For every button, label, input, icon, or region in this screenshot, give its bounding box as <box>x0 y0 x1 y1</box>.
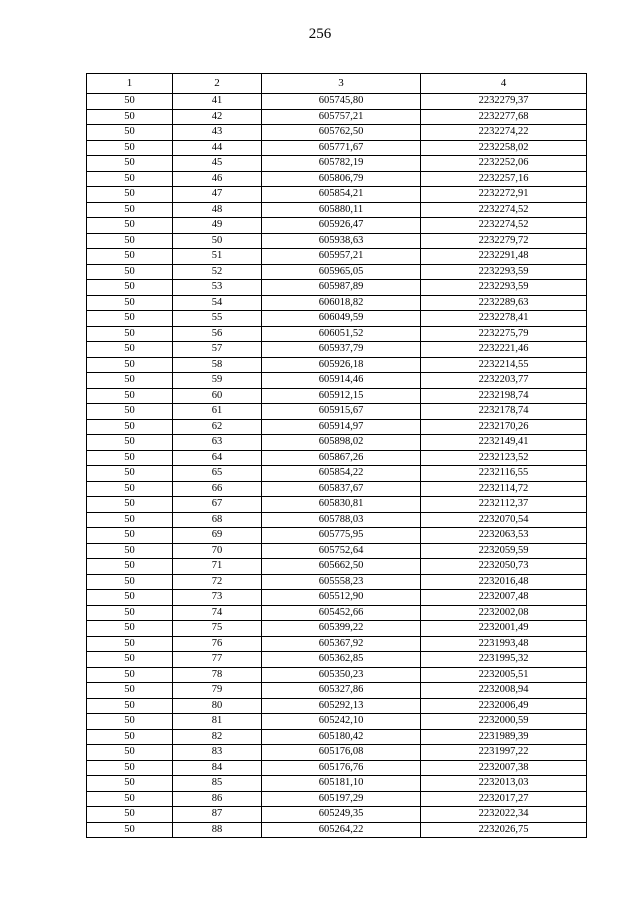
table-cell: 41 <box>173 94 262 110</box>
table-cell: 58 <box>173 357 262 373</box>
coordinates-table <box>86 73 587 838</box>
table-cell: 2232017,27 <box>421 791 587 807</box>
table-cell: 2232001,49 <box>421 621 587 637</box>
table-row <box>87 94 587 110</box>
column-header: 4 <box>421 74 587 94</box>
table-cell: 2232293,59 <box>421 280 587 296</box>
table-cell: 86 <box>173 791 262 807</box>
table-cell: 605965,05 <box>262 264 421 280</box>
table-row <box>87 450 587 466</box>
table-cell: 2232007,48 <box>421 590 587 606</box>
table-cell: 50 <box>87 125 173 141</box>
table-cell: 79 <box>173 683 262 699</box>
table-row <box>87 295 587 311</box>
table-cell: 2232026,75 <box>421 822 587 838</box>
table-cell: 88 <box>173 822 262 838</box>
table-cell: 2232170,26 <box>421 419 587 435</box>
table-cell: 50 <box>87 543 173 559</box>
table-row <box>87 404 587 420</box>
table-row <box>87 590 587 606</box>
table-cell: 2232274,22 <box>421 125 587 141</box>
table-cell: 50 <box>87 745 173 761</box>
table-cell: 2232279,37 <box>421 94 587 110</box>
table-cell: 50 <box>87 171 173 187</box>
table-cell: 605745,80 <box>262 94 421 110</box>
table-row <box>87 125 587 141</box>
table-cell: 605912,15 <box>262 388 421 404</box>
table-cell: 605292,13 <box>262 698 421 714</box>
table-cell: 65 <box>173 466 262 482</box>
table-cell: 60 <box>173 388 262 404</box>
table-cell: 63 <box>173 435 262 451</box>
table-row <box>87 357 587 373</box>
table-cell: 50 <box>87 683 173 699</box>
table-cell: 50 <box>87 667 173 683</box>
table-cell: 57 <box>173 342 262 358</box>
table-cell: 50 <box>87 295 173 311</box>
table-cell: 50 <box>87 698 173 714</box>
table-cell: 54 <box>173 295 262 311</box>
table-cell: 2232116,55 <box>421 466 587 482</box>
table-row <box>87 636 587 652</box>
table-row <box>87 807 587 823</box>
table-cell: 2232258,02 <box>421 140 587 156</box>
table-row <box>87 109 587 125</box>
table-cell: 605180,42 <box>262 729 421 745</box>
table-cell: 2232252,06 <box>421 156 587 172</box>
table-cell: 50 <box>87 342 173 358</box>
table-cell: 2232279,72 <box>421 233 587 249</box>
table-row <box>87 512 587 528</box>
table-cell: 2231997,22 <box>421 745 587 761</box>
table-cell: 2232070,54 <box>421 512 587 528</box>
table-cell: 61 <box>173 404 262 420</box>
table-cell: 2231993,48 <box>421 636 587 652</box>
table-cell: 2232257,16 <box>421 171 587 187</box>
table-cell: 605757,21 <box>262 109 421 125</box>
table-cell: 64 <box>173 450 262 466</box>
table-cell: 2232149,41 <box>421 435 587 451</box>
table-cell: 2232274,52 <box>421 202 587 218</box>
table-body <box>87 94 587 838</box>
table-cell: 605512,90 <box>262 590 421 606</box>
table-cell: 50 <box>87 652 173 668</box>
table-cell: 2231995,32 <box>421 652 587 668</box>
table-cell: 605752,64 <box>262 543 421 559</box>
table-cell: 67 <box>173 497 262 513</box>
table-row <box>87 388 587 404</box>
table-cell: 605327,86 <box>262 683 421 699</box>
column-header: 1 <box>87 74 173 94</box>
table-cell: 605867,26 <box>262 450 421 466</box>
table-cell: 50 <box>87 714 173 730</box>
table-cell: 75 <box>173 621 262 637</box>
table-cell: 605806,79 <box>262 171 421 187</box>
table-cell: 51 <box>173 249 262 265</box>
table-cell: 74 <box>173 605 262 621</box>
table-cell: 2232022,34 <box>421 807 587 823</box>
table-cell: 2232221,46 <box>421 342 587 358</box>
table-cell: 2232007,38 <box>421 760 587 776</box>
table-cell: 50 <box>87 636 173 652</box>
table-cell: 87 <box>173 807 262 823</box>
table-row <box>87 791 587 807</box>
table-cell: 2232016,48 <box>421 574 587 590</box>
table-cell: 44 <box>173 140 262 156</box>
table-cell: 605762,50 <box>262 125 421 141</box>
table-cell: 605771,67 <box>262 140 421 156</box>
table-cell: 50 <box>87 574 173 590</box>
table-cell: 606051,52 <box>262 326 421 342</box>
table-row <box>87 714 587 730</box>
table-row <box>87 373 587 389</box>
table-cell: 605181,10 <box>262 776 421 792</box>
table-cell: 605926,47 <box>262 218 421 234</box>
table-cell: 50 <box>87 729 173 745</box>
table-cell: 2232198,74 <box>421 388 587 404</box>
table-cell: 49 <box>173 218 262 234</box>
table-cell: 2232123,52 <box>421 450 587 466</box>
table-cell: 50 <box>87 187 173 203</box>
table-cell: 605837,67 <box>262 481 421 497</box>
table-cell: 605176,08 <box>262 745 421 761</box>
table-cell: 50 <box>87 357 173 373</box>
table-cell: 2232005,51 <box>421 667 587 683</box>
table-cell: 50 <box>87 776 173 792</box>
table-cell: 42 <box>173 109 262 125</box>
table-row <box>87 776 587 792</box>
table-cell: 605880,11 <box>262 202 421 218</box>
table-row <box>87 264 587 280</box>
table-row <box>87 466 587 482</box>
table-cell: 77 <box>173 652 262 668</box>
table-cell: 605926,18 <box>262 357 421 373</box>
table-cell: 50 <box>87 156 173 172</box>
table-cell: 605242,10 <box>262 714 421 730</box>
table-cell: 50 <box>87 621 173 637</box>
table-row <box>87 574 587 590</box>
table-cell: 605452,66 <box>262 605 421 621</box>
table-cell: 43 <box>173 125 262 141</box>
table-row <box>87 187 587 203</box>
table-cell: 50 <box>87 481 173 497</box>
table-cell: 605987,89 <box>262 280 421 296</box>
table-cell: 85 <box>173 776 262 792</box>
column-header: 2 <box>173 74 262 94</box>
table-cell: 2232293,59 <box>421 264 587 280</box>
table-cell: 50 <box>87 388 173 404</box>
table-cell: 605854,22 <box>262 466 421 482</box>
table-cell: 605362,85 <box>262 652 421 668</box>
table-row <box>87 311 587 327</box>
table-row <box>87 233 587 249</box>
table-row <box>87 652 587 668</box>
table-cell: 50 <box>87 435 173 451</box>
table-cell: 2232272,91 <box>421 187 587 203</box>
table-cell: 2232274,52 <box>421 218 587 234</box>
table-cell: 73 <box>173 590 262 606</box>
table-cell: 50 <box>87 264 173 280</box>
table-cell: 47 <box>173 187 262 203</box>
table-cell: 50 <box>87 807 173 823</box>
table-cell: 45 <box>173 156 262 172</box>
table-cell: 50 <box>87 450 173 466</box>
table-cell: 52 <box>173 264 262 280</box>
table-cell: 50 <box>87 280 173 296</box>
table-cell: 605937,79 <box>262 342 421 358</box>
table-row <box>87 683 587 699</box>
table-row <box>87 760 587 776</box>
table-cell: 606018,82 <box>262 295 421 311</box>
table-cell: 2232278,41 <box>421 311 587 327</box>
table-cell: 50 <box>87 528 173 544</box>
table-cell: 605197,29 <box>262 791 421 807</box>
table-cell: 2232063,53 <box>421 528 587 544</box>
table-cell: 2232203,77 <box>421 373 587 389</box>
table-cell: 605249,35 <box>262 807 421 823</box>
table-cell: 50 <box>173 233 262 249</box>
table-cell: 2232008,94 <box>421 683 587 699</box>
table-row <box>87 667 587 683</box>
table-cell: 605782,19 <box>262 156 421 172</box>
page-number: 256 <box>308 26 332 42</box>
table-cell: 50 <box>87 590 173 606</box>
header-row <box>87 74 587 94</box>
table-cell: 2232002,08 <box>421 605 587 621</box>
table-cell: 50 <box>87 760 173 776</box>
table-cell: 50 <box>87 512 173 528</box>
table-cell: 2232289,63 <box>421 295 587 311</box>
table-cell: 605788,03 <box>262 512 421 528</box>
table-cell: 66 <box>173 481 262 497</box>
table-cell: 2232006,49 <box>421 698 587 714</box>
table-cell: 68 <box>173 512 262 528</box>
table-cell: 50 <box>87 605 173 621</box>
table-cell: 50 <box>87 466 173 482</box>
table-row <box>87 621 587 637</box>
table-cell: 2232112,37 <box>421 497 587 513</box>
table-row <box>87 729 587 745</box>
table-row <box>87 605 587 621</box>
table-cell: 56 <box>173 326 262 342</box>
table-row <box>87 249 587 265</box>
table-cell: 605915,67 <box>262 404 421 420</box>
table-cell: 80 <box>173 698 262 714</box>
table-cell: 50 <box>87 419 173 435</box>
table-row <box>87 497 587 513</box>
table-row <box>87 342 587 358</box>
table-row <box>87 140 587 156</box>
table-cell: 2232214,55 <box>421 357 587 373</box>
table-cell: 605914,46 <box>262 373 421 389</box>
table-cell: 605914,97 <box>262 419 421 435</box>
table-cell: 2232114,72 <box>421 481 587 497</box>
table-cell: 605367,92 <box>262 636 421 652</box>
table-row <box>87 435 587 451</box>
table-cell: 53 <box>173 280 262 296</box>
table-cell: 59 <box>173 373 262 389</box>
table-cell: 50 <box>87 373 173 389</box>
table-row <box>87 698 587 714</box>
table-cell: 83 <box>173 745 262 761</box>
table-cell: 72 <box>173 574 262 590</box>
table-cell: 2232277,68 <box>421 109 587 125</box>
table-cell: 50 <box>87 404 173 420</box>
table-cell: 50 <box>87 311 173 327</box>
table-cell: 2232178,74 <box>421 404 587 420</box>
table-row <box>87 202 587 218</box>
column-header: 3 <box>262 74 421 94</box>
table-row <box>87 218 587 234</box>
table-row <box>87 280 587 296</box>
table-cell: 71 <box>173 559 262 575</box>
table-cell: 50 <box>87 140 173 156</box>
table-row <box>87 822 587 838</box>
table-cell: 2232059,59 <box>421 543 587 559</box>
table-row <box>87 326 587 342</box>
table-cell: 605264,22 <box>262 822 421 838</box>
table-row <box>87 481 587 497</box>
table-cell: 605957,21 <box>262 249 421 265</box>
table-cell: 50 <box>87 202 173 218</box>
table-row <box>87 543 587 559</box>
table-cell: 2231989,39 <box>421 729 587 745</box>
table-cell: 605350,23 <box>262 667 421 683</box>
table-row <box>87 156 587 172</box>
table-cell: 605775,95 <box>262 528 421 544</box>
table-cell: 50 <box>87 559 173 575</box>
table-cell: 46 <box>173 171 262 187</box>
table-cell: 2232013,03 <box>421 776 587 792</box>
table-cell: 50 <box>87 822 173 838</box>
table-cell: 50 <box>87 249 173 265</box>
table-cell: 50 <box>87 218 173 234</box>
table-cell: 69 <box>173 528 262 544</box>
table-cell: 84 <box>173 760 262 776</box>
table-cell: 2232000,59 <box>421 714 587 730</box>
table-cell: 78 <box>173 667 262 683</box>
table-cell: 605662,50 <box>262 559 421 575</box>
table-cell: 50 <box>87 326 173 342</box>
table-cell: 2232291,48 <box>421 249 587 265</box>
table-cell: 605898,02 <box>262 435 421 451</box>
table-cell: 2232275,79 <box>421 326 587 342</box>
table-cell: 605854,21 <box>262 187 421 203</box>
table-cell: 605830,81 <box>262 497 421 513</box>
table-row <box>87 171 587 187</box>
table-cell: 50 <box>87 94 173 110</box>
table-cell: 605558,23 <box>262 574 421 590</box>
table-cell: 82 <box>173 729 262 745</box>
table-cell: 605399,22 <box>262 621 421 637</box>
table-cell: 50 <box>87 233 173 249</box>
table-cell: 81 <box>173 714 262 730</box>
table-cell: 606049,59 <box>262 311 421 327</box>
table-row <box>87 745 587 761</box>
table-cell: 50 <box>87 497 173 513</box>
table-cell: 2232050,73 <box>421 559 587 575</box>
table-cell: 50 <box>87 791 173 807</box>
table-header <box>87 74 587 94</box>
table-cell: 55 <box>173 311 262 327</box>
table-cell: 76 <box>173 636 262 652</box>
table-cell: 70 <box>173 543 262 559</box>
table-cell: 62 <box>173 419 262 435</box>
table-row <box>87 528 587 544</box>
table-cell: 48 <box>173 202 262 218</box>
table-row <box>87 559 587 575</box>
table-row <box>87 419 587 435</box>
table-cell: 605176,76 <box>262 760 421 776</box>
table-cell: 605938,63 <box>262 233 421 249</box>
table-cell: 50 <box>87 109 173 125</box>
